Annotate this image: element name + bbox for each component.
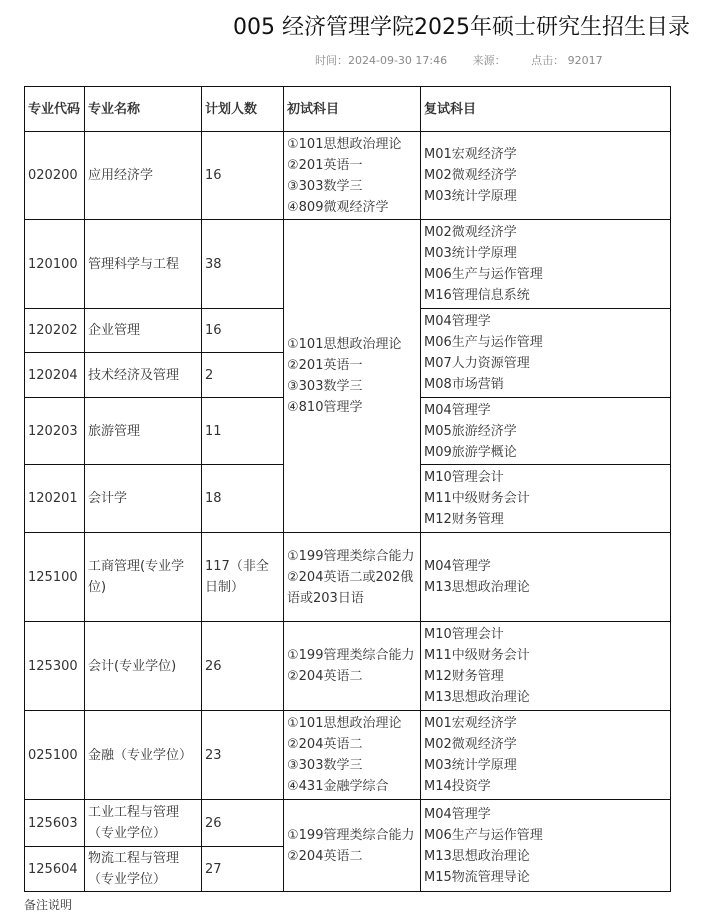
prelim-subject: ①199管理类综合能力 — [287, 827, 415, 843]
retest-cell — [421, 398, 671, 465]
retest-subject: M02微观经济学 — [424, 737, 517, 752]
retest-cell — [421, 309, 671, 398]
prelim-subject: ③303数学三 — [287, 379, 363, 394]
prelim-subject: ②204英语二 — [287, 848, 363, 864]
name-cell: 应用经济学 — [85, 132, 202, 220]
name-cell: 技术经济及管理 — [85, 353, 202, 398]
retest-subject: M03统计学原理 — [424, 758, 517, 773]
table-row — [25, 800, 671, 847]
prelim-subject: ②204英语二 — [287, 737, 363, 752]
source: 来源： — [472, 54, 506, 67]
catalog-table — [24, 86, 671, 892]
plan-cell: 23 — [202, 711, 284, 800]
prelim-subject: ①101思想政治理论 — [287, 716, 402, 731]
name-cell: 工商管理(专业学位) — [85, 533, 202, 622]
retest-subject: M08市场营销 — [424, 377, 504, 392]
code-cell: 125100 — [25, 533, 85, 622]
prelim-cell — [284, 622, 421, 711]
prelim-cell — [284, 132, 421, 220]
plan-cell: 27 — [202, 847, 284, 892]
code-cell: 120204 — [25, 353, 85, 398]
retest-subject: M14投资学 — [424, 779, 491, 794]
retest-cell — [421, 132, 671, 220]
retest-subject: M16管理信息系统 — [424, 288, 530, 303]
prelim-subject: ②201英语一 — [287, 157, 363, 173]
plan-cell: 38 — [202, 220, 284, 309]
retest-subject: M11中级财务会计 — [424, 648, 530, 663]
plan-cell: 26 — [202, 622, 284, 711]
publish-time: 时间：2024-09-30 17:46 — [315, 54, 448, 67]
retest-subject: M06生产与运作管理 — [424, 267, 543, 282]
article-meta — [315, 52, 625, 68]
name-cell: 会计学 — [85, 465, 202, 533]
retest-subject: M13思想政治理论 — [424, 848, 530, 864]
code-cell: 020200 — [25, 132, 85, 220]
table-row — [25, 132, 671, 220]
retest-subject: M02微观经济学 — [424, 225, 517, 240]
retest-subject: M12财务管理 — [424, 512, 504, 527]
plan-cell: 11 — [202, 398, 284, 465]
retest-subject: M06生产与运作管理 — [424, 827, 543, 843]
header-name: 专业名称 — [85, 87, 202, 132]
retest-subject: M15物流管理导论 — [424, 869, 530, 885]
prelim-subject: ③303数学三 — [287, 178, 363, 194]
code-cell: 025100 — [25, 711, 85, 800]
prelim-subject: ④431金融学综合 — [287, 779, 389, 794]
retest-cell — [421, 533, 671, 622]
name-cell: 工业工程与管理（专业学位） — [85, 800, 202, 847]
table-row — [25, 533, 671, 622]
plan-cell: 18 — [202, 465, 284, 533]
retest-subject: M10管理会计 — [424, 627, 504, 642]
plan-cell: 26 — [202, 800, 284, 847]
retest-subject: M04管理学 — [424, 806, 491, 822]
retest-subject: M02微观经济学 — [424, 168, 517, 183]
header-prelim: 初试科目 — [284, 87, 421, 132]
prelim-subject: ①199管理类综合能力 — [287, 548, 415, 564]
prelim-subject: ②204英语二 — [287, 669, 363, 684]
name-cell: 企业管理 — [85, 309, 202, 353]
plan-cell: 16 — [202, 309, 284, 353]
table-row — [25, 622, 671, 711]
table-header-row — [25, 87, 671, 132]
retest-subject: M09旅游学概论 — [424, 444, 517, 460]
name-cell: 会计(专业学位) — [85, 622, 202, 711]
prelim-subject: ③303数学三 — [287, 758, 363, 773]
prelim-cell — [284, 711, 421, 800]
header-code: 专业代码 — [25, 87, 85, 132]
retest-subject: M07人力资源管理 — [424, 356, 530, 371]
retest-subject: M03统计学原理 — [424, 189, 517, 204]
footer-note: 备注说明 — [24, 898, 73, 912]
prelim-cell — [284, 220, 421, 533]
click-count: 点击： 92017 — [531, 54, 603, 67]
name-cell: 金融（专业学位） — [85, 711, 202, 800]
retest-cell — [421, 800, 671, 892]
code-cell: 120203 — [25, 398, 85, 465]
retest-subject: M05旅游经济学 — [424, 423, 517, 439]
retest-cell — [421, 622, 671, 711]
name-cell: 物流工程与管理（专业学位） — [85, 847, 202, 892]
retest-subject: M01宏观经济学 — [424, 147, 517, 162]
prelim-subject: ①101思想政治理论 — [287, 136, 402, 152]
header-retest: 复试科目 — [421, 87, 671, 132]
prelim-subject: ①199管理类综合能力 — [287, 648, 415, 663]
retest-subject: M03统计学原理 — [424, 246, 517, 261]
retest-subject: M01宏观经济学 — [424, 716, 517, 731]
retest-subject: M06生产与运作管理 — [424, 335, 543, 350]
retest-subject: M10管理会计 — [424, 470, 504, 485]
retest-subject: M11中级财务会计 — [424, 491, 530, 506]
retest-cell — [421, 711, 671, 800]
prelim-subject: ②204英语二或202俄语或203日语 — [287, 569, 414, 606]
prelim-cell — [284, 533, 421, 622]
prelim-subject: ④810管理学 — [287, 400, 363, 415]
plan-cell: 16 — [202, 132, 284, 220]
retest-subject: M04管理学 — [424, 314, 491, 329]
retest-cell — [421, 220, 671, 309]
code-cell: 125300 — [25, 622, 85, 711]
retest-subject: M13思想政治理论 — [424, 690, 530, 705]
plan-cell: 2 — [202, 353, 284, 398]
prelim-subject: ④809微观经济学 — [287, 199, 389, 215]
prelim-subject: ②201英语一 — [287, 358, 363, 373]
prelim-cell — [284, 800, 421, 892]
page-title: 005 经济管理学院2025年硕士研究生招生目录 — [233, 15, 690, 40]
retest-subject: M04管理学 — [424, 402, 491, 418]
table-row — [25, 711, 671, 800]
plan-cell: 117（非全日制） — [202, 533, 284, 622]
retest-subject: M12财务管理 — [424, 669, 504, 684]
name-cell: 旅游管理 — [85, 398, 202, 465]
retest-cell — [421, 465, 671, 533]
code-cell: 125603 — [25, 800, 85, 847]
retest-subject: M04管理学 — [424, 559, 491, 574]
retest-subject: M13思想政治理论 — [424, 580, 530, 595]
header-plan: 计划人数 — [202, 87, 284, 132]
code-cell: 125604 — [25, 847, 85, 892]
table-row — [25, 220, 671, 309]
prelim-subject: ①101思想政治理论 — [287, 337, 402, 352]
code-cell: 120100 — [25, 220, 85, 309]
code-cell: 120201 — [25, 465, 85, 533]
code-cell: 120202 — [25, 309, 85, 353]
name-cell: 管理科学与工程 — [85, 220, 202, 309]
